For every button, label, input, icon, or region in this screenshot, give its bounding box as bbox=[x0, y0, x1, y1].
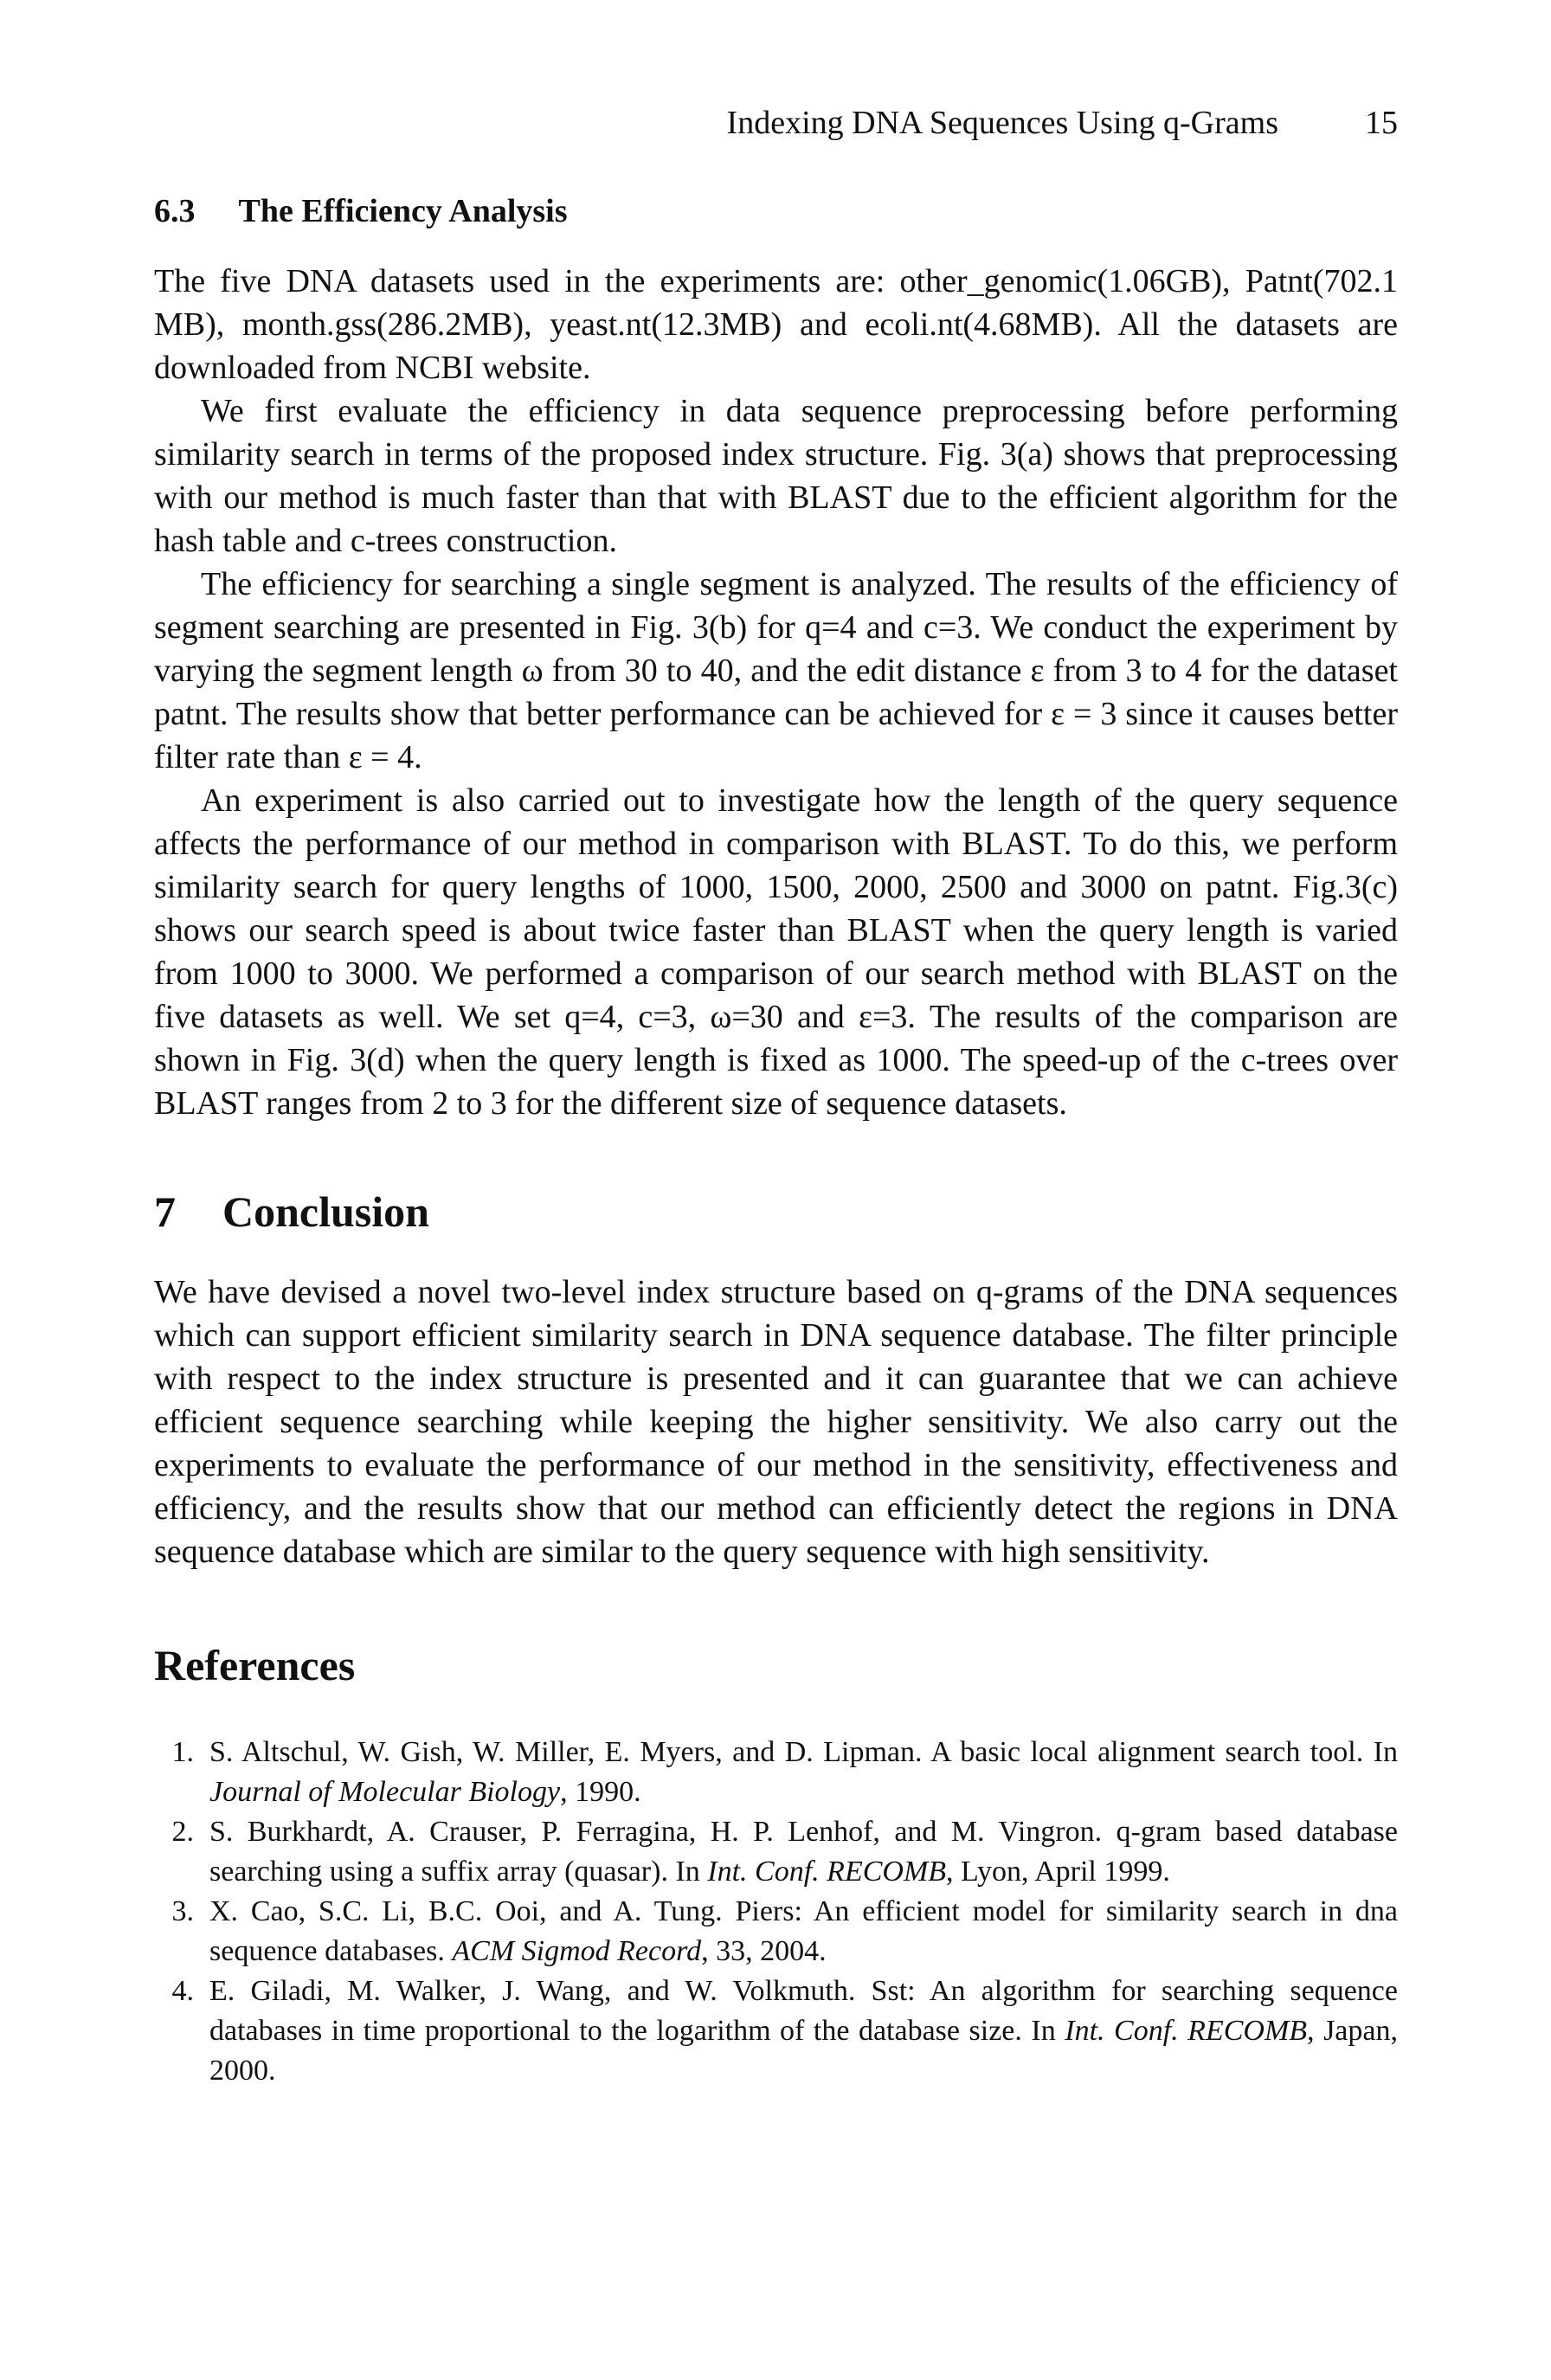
reference-venue: Int. Conf. RECOMB bbox=[1065, 2015, 1308, 2047]
reference-venue: Int. Conf. RECOMB bbox=[707, 1856, 947, 1888]
reference-list bbox=[154, 1733, 1398, 2091]
reference-number: 1. bbox=[171, 1736, 194, 1768]
page-number: 15 bbox=[1365, 105, 1398, 141]
paragraph-segment-search: The efficiency for searching a single segment is analyzed. The results of the efficiency of segment searching are presented in Fig. 3(b) for q=4 and c=3. We conduct the experiment by varying the segment length ω from 30 to 40, and the edit distance ε from 3 to 4 for the dataset patnt. The results show that better performance can be achieved for ε = 3 since it causes better filter rate than ε = 4. bbox=[154, 566, 1398, 775]
subsection-title: The Efficiency Analysis bbox=[238, 193, 568, 229]
subsection-heading bbox=[154, 192, 1398, 230]
reference-venue: Journal of Molecular Biology bbox=[209, 1776, 561, 1808]
reference-number: 2. bbox=[171, 1816, 194, 1848]
reference-text: X. Cao, S.C. Li, B.C. Ooi, and A. Tung. Piers: An efficient model for similarity search in dna sequence databases. ACM Sigmod Record, 33, 2004. bbox=[209, 1895, 1398, 1967]
subsection-number: 6.3 bbox=[154, 193, 196, 229]
running-head bbox=[154, 104, 1398, 142]
reference-number: 4. bbox=[171, 1975, 194, 2007]
section-title: Conclusion bbox=[222, 1187, 429, 1236]
references-heading: References bbox=[154, 1641, 356, 1689]
paragraph-datasets: The five DNA datasets used in the experiments are: other_genomic(1.06GB), Patnt(702.1 MB), month.gss(286.2MB), yeast.nt(12.3MB) and ecoli.nt(4.68MB). All the datasets are downloaded from NCBI website. bbox=[154, 263, 1398, 386]
reference-item bbox=[154, 1733, 1398, 1812]
paragraph-query-length: An experiment is also carried out to investigate how the length of the query sequence affects the performance of our method in comparison with BLAST. To do this, we perform similarity search for query lengths of 1000, 1500, 2000, 2500 and 3000 on patnt. Fig.3(c) shows our search speed is about twice faster than BLAST when the query length is varied from 1000 to 3000. We performed a comparison of our search method with BLAST on the five datasets as well. We set q=4, c=3, ω=30 and ε=3. The results of the comparison are shown in Fig. 3(d) when the query length is fixed as 1000. The speed-up of the c-trees over BLAST ranges from 2 to 3 for the different size of sequence datasets. bbox=[154, 782, 1398, 1122]
paragraph-preprocessing: We first evaluate the efficiency in data sequence preprocessing before performing similarity search in terms of the proposed index structure. Fig. 3(a) shows that preprocessing with our method is much faster than that with BLAST due to the efficient algorithm for the hash table and c-trees construction. bbox=[154, 393, 1398, 559]
reference-item bbox=[154, 1972, 1398, 2091]
paragraph-conclusion: We have devised a novel two-level index structure based on q-grams of the DNA sequences which can support efficient similarity search in DNA sequence database. The filter principle with respect to the index structure is presented and it can guarantee that we can achieve efficient sequence searching while keeping the higher sensitivity. We also carry out the experiments to evaluate the performance of our method in the sensitivity, effectiveness and efficiency, and the results show that our method can efficiently detect the regions in DNA sequence database which are similar to the query sequence with high sensitivity. bbox=[154, 1274, 1398, 1570]
section-heading-conclusion bbox=[154, 1186, 1398, 1238]
section-number: 7 bbox=[154, 1187, 176, 1236]
page-content bbox=[154, 192, 1398, 2091]
reference-item bbox=[154, 1812, 1398, 1892]
reference-item bbox=[154, 1892, 1398, 1972]
running-head-title: Indexing DNA Sequences Using q-Grams bbox=[726, 105, 1278, 141]
reference-text: S. Altschul, W. Gish, W. Miller, E. Myers, and D. Lipman. A basic local alignment search tool. In Journal of Molecular Biology, 1990. bbox=[209, 1736, 1398, 1808]
reference-number: 3. bbox=[171, 1895, 194, 1927]
reference-text: E. Giladi, M. Walker, J. Wang, and W. Volkmuth. Sst: An algorithm for searching sequence databases in time proportional to the logarithm of the database size. In Int. Conf. RECOMB, Japan, 2000. bbox=[209, 1975, 1398, 2087]
reference-text: S. Burkhardt, A. Crauser, P. Ferragina, H. P. Lenhof, and M. Vingron. q-gram based database searching using a suffix array (quasar). In Int. Conf. RECOMB, Lyon, April 1999. bbox=[209, 1816, 1398, 1888]
reference-venue: ACM Sigmod Record bbox=[452, 1935, 702, 1967]
